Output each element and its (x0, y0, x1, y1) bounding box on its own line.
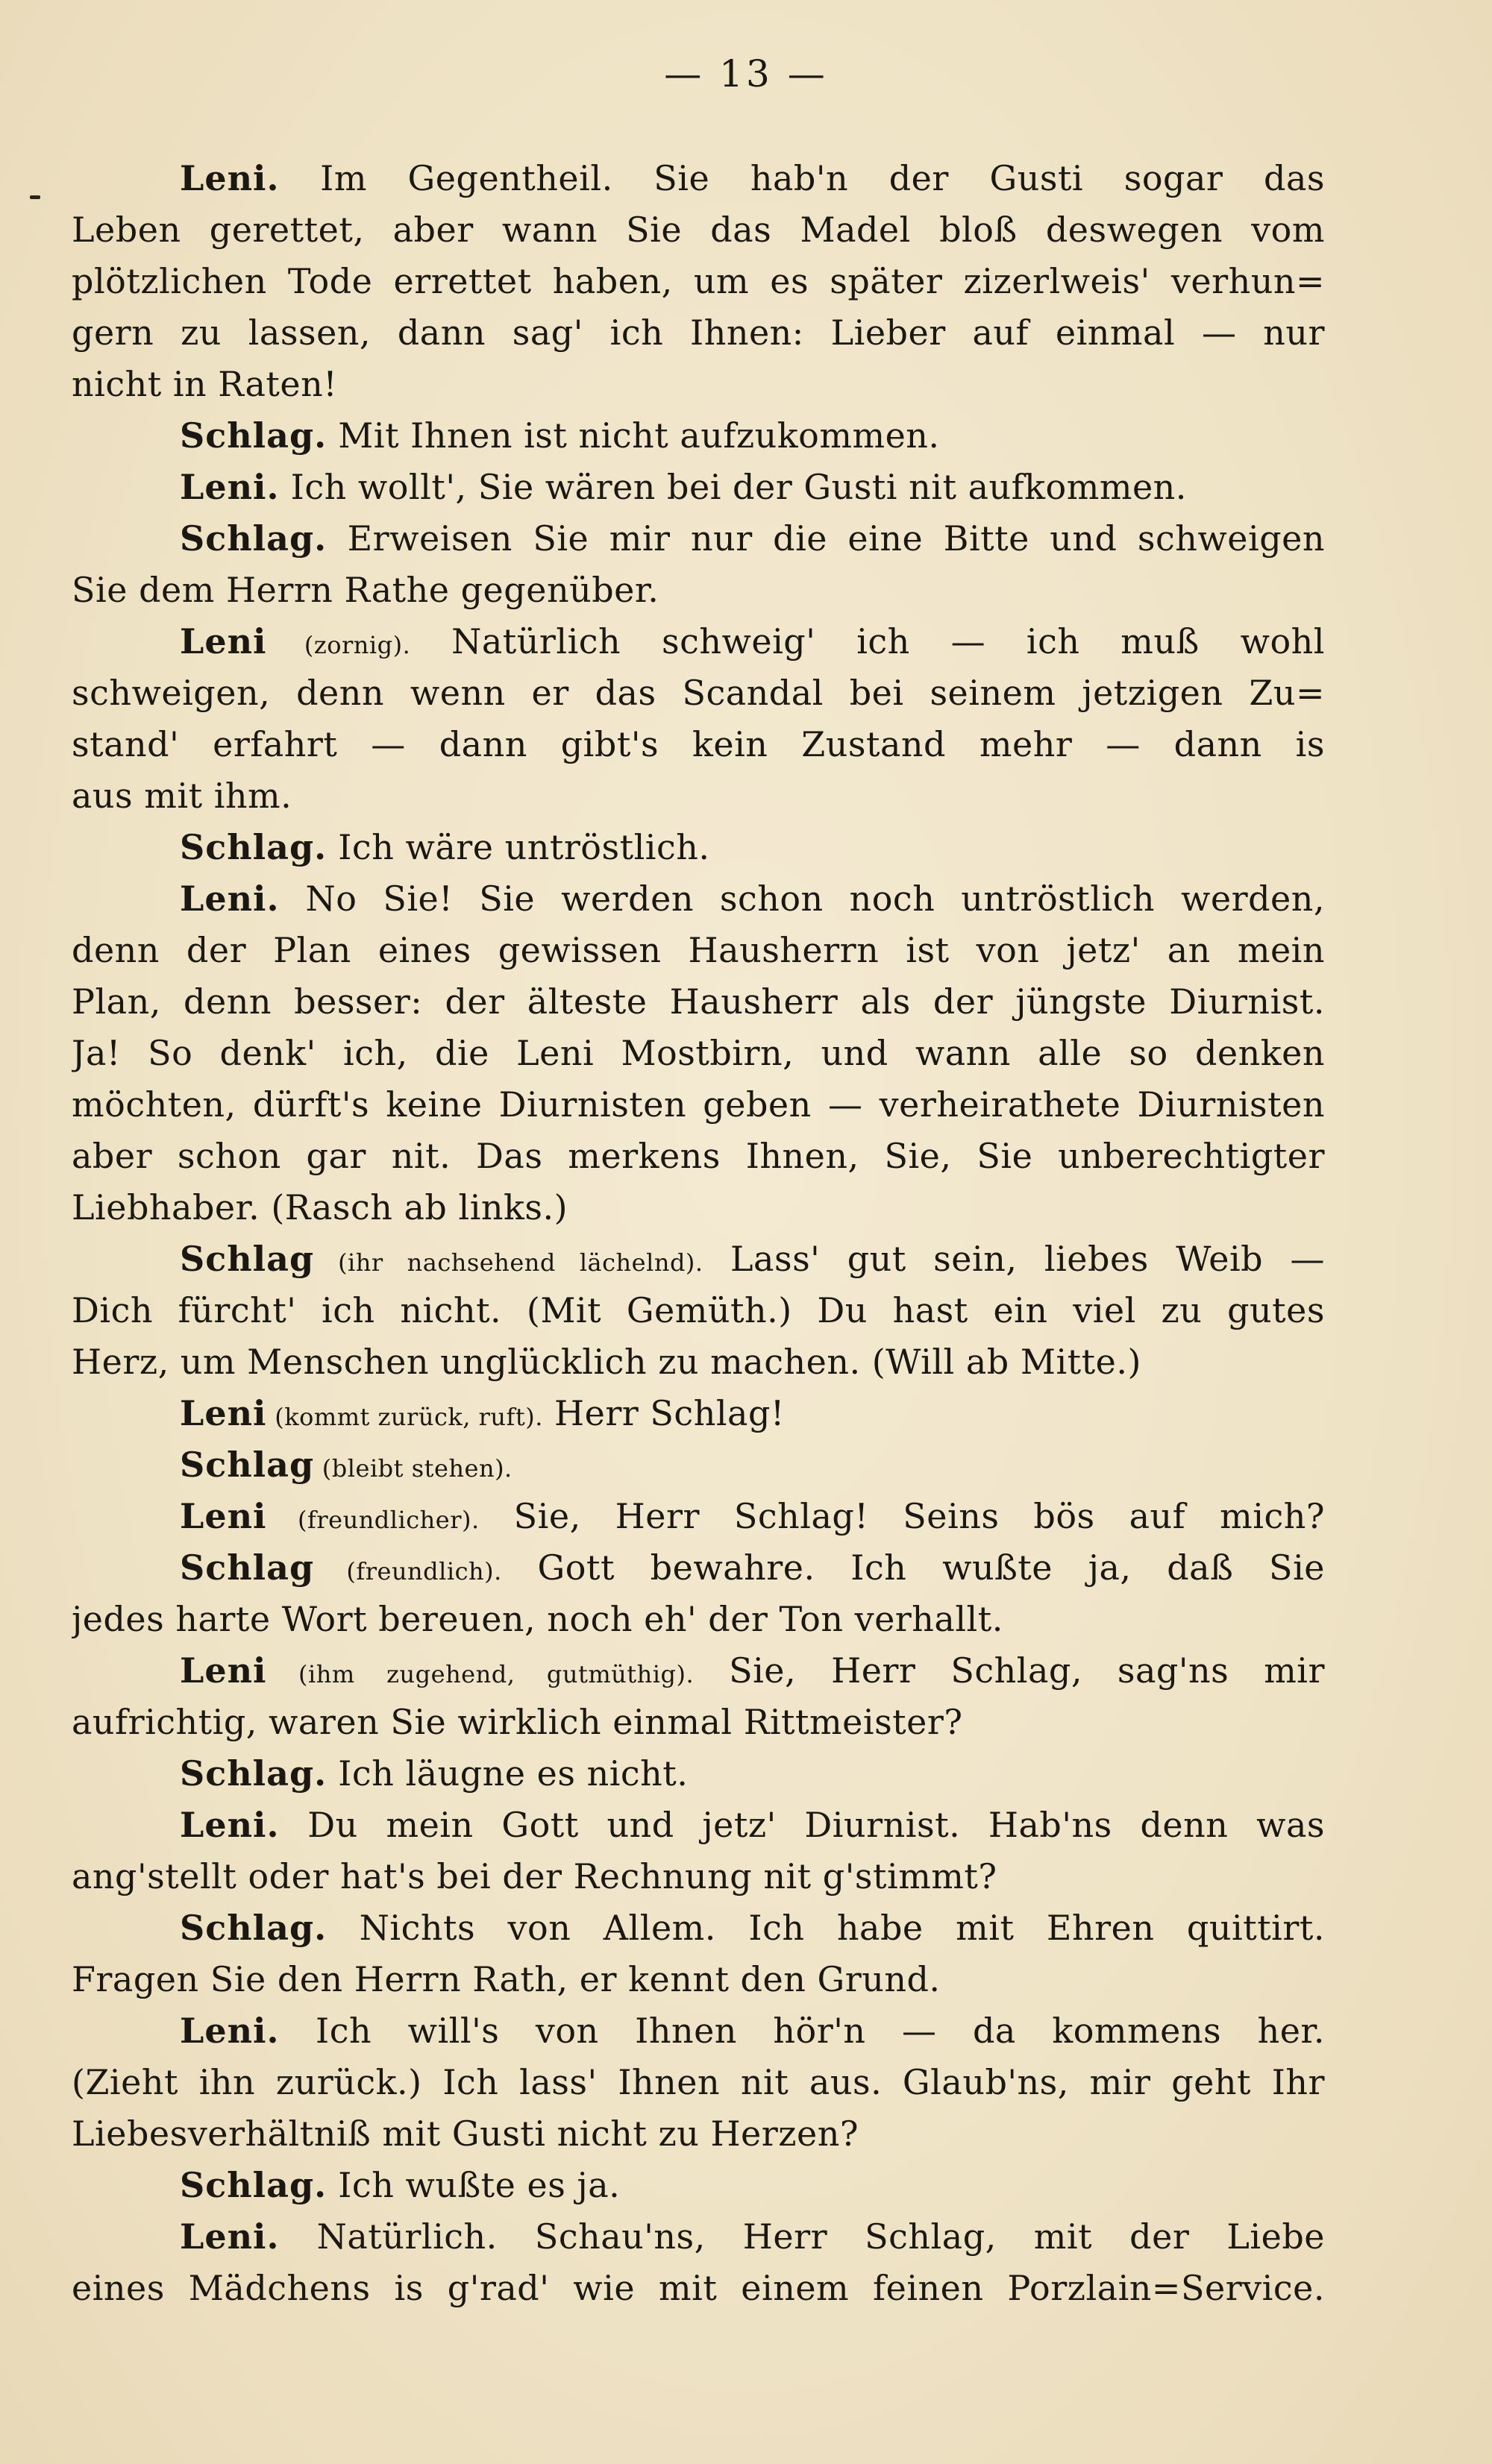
line-text: jedes harte Wort bereuen, noch eh' der Ton verhallt. (72, 1599, 1003, 1639)
text-line (72, 1800, 1325, 1851)
stage-direction: (ihm zugehend, gutmüthig). (266, 1660, 695, 1688)
text-line (72, 1748, 1325, 1800)
line-text: aufrichtig, waren Sie wirklich einmal Rittmeister? (72, 1702, 963, 1742)
text-line (72, 1697, 1325, 1748)
speaker-name: Leni (180, 621, 267, 661)
line-text: Dich fürcht' ich nicht. (Mit Gemüth.) Du hast ein viel zu gutes (72, 1290, 1325, 1330)
line-text: Ich will's von Ihnen hör'n — da kommens her. (279, 2011, 1325, 2051)
line-text: Gott bewahre. Ich wußte ja, daß Sie (501, 1547, 1325, 1588)
text-line (72, 153, 1325, 204)
line-text: Ich wäre untröstlich. (327, 827, 710, 867)
speaker-name: Leni. (180, 2011, 280, 2051)
line-text: Ja! So denk' ich, die Leni Mostbirn, und wann alle so denken (72, 1033, 1325, 1073)
stage-direction: (freundlich). (314, 1557, 502, 1585)
text-line (72, 565, 1325, 616)
text-line (72, 1131, 1325, 1182)
text-line (72, 1851, 1325, 1902)
text-line (72, 719, 1325, 770)
stage-direction: (bleibt stehen). (314, 1454, 513, 1483)
stage-direction: (ihr nachsehend lächelnd). (314, 1248, 703, 1277)
text-line (72, 873, 1325, 925)
line-text: möchten, dürft's keine Diurnisten geben — verheirathete Diurnisten (72, 1084, 1325, 1125)
text-line (72, 1285, 1325, 1336)
stage-direction: (freundlicher). (266, 1506, 480, 1534)
text-line (72, 2108, 1325, 2160)
speaker-name: Leni. (180, 158, 280, 198)
line-text: Ich wollt', Sie wären bei der Gusti nit aufkommen. (279, 467, 1187, 507)
line-text: denn der Plan eines gewissen Hausherrn ist von jetz' an mein (72, 930, 1325, 970)
line-text: Herz, um Menschen unglücklich zu machen. (Will ab Mitte.) (72, 1342, 1141, 1382)
line-text: aus mit ihm. (72, 776, 292, 816)
speaker-name: Leni. (180, 2216, 280, 2257)
text-line (72, 2005, 1325, 2057)
speaker-name: Schlag. (180, 1908, 327, 1948)
line-text: Natürlich. Schau'ns, Herr Schlag, mit der Liebe (279, 2216, 1325, 2257)
speaker-name: Leni. (180, 467, 280, 507)
text-line (72, 616, 1325, 667)
page-number: — 13 — (664, 52, 828, 95)
text-line (72, 1233, 1325, 1285)
line-text: Erweisen Sie mir nur die eine Bitte und schweigen (327, 518, 1325, 559)
text-line (72, 925, 1325, 976)
line-text: Sie, Herr Schlag! Seins bös auf mich? (479, 1496, 1325, 1536)
line-text: (Zieht ihn zurück.) Ich lass' Ihnen nit aus. Glaub'ns, mir geht Ihr (72, 2062, 1325, 2102)
text-line (72, 1645, 1325, 1697)
text-line (72, 1388, 1325, 1439)
speaker-name: Schlag (180, 1239, 315, 1279)
text-line (72, 667, 1325, 719)
line-text: Sie dem Herrn Rathe gegenüber. (72, 570, 659, 610)
line-text: Ich läugne es nicht. (327, 1753, 689, 1794)
line-text: Nichts von Allem. Ich habe mit Ehren quittirt. (327, 1908, 1325, 1948)
margin-mark (30, 195, 40, 199)
speaker-name: Schlag (180, 1445, 315, 1485)
line-text: stand' erfahrt — dann gibt's kein Zustand mehr — dann is (72, 724, 1325, 764)
text-line (72, 976, 1325, 1028)
text-line (72, 359, 1325, 410)
text-line (72, 2211, 1325, 2263)
line-text: Plan, denn besser: der älteste Hausherr als der jüngste Diurnist. (72, 981, 1325, 1022)
speaker-name: Leni (180, 1393, 267, 1433)
line-text: nicht in Raten! (72, 364, 338, 404)
stage-direction: (kommt zurück, ruft). (266, 1403, 543, 1431)
line-text: Mit Ihnen ist nicht aufzukommen. (327, 415, 940, 456)
text-line (72, 2057, 1325, 2108)
text-line (72, 1902, 1325, 1954)
text-line (72, 1594, 1325, 1645)
text-line (72, 410, 1325, 462)
speaker-name: Leni. (180, 1805, 280, 1845)
text-line (72, 1079, 1325, 1131)
speaker-name: Leni (180, 1496, 267, 1536)
line-text: Fragen Sie den Herrn Rath, er kennt den Grund. (72, 1959, 941, 1999)
speaker-name: Schlag. (180, 1753, 327, 1794)
speaker-name: Schlag. (180, 518, 327, 559)
line-text: Natürlich schweig' ich — ich muß wohl (410, 621, 1325, 661)
stage-direction: (zornig). (266, 631, 411, 659)
speaker-name: Schlag. (180, 415, 327, 456)
text-line (72, 256, 1325, 307)
line-text: Leben gerettet, aber wann Sie das Madel bloß deswegen vom (72, 210, 1325, 250)
line-text: Liebhaber. (Rasch ab links.) (72, 1187, 568, 1228)
line-text: schweigen, denn wenn er das Scandal bei seinem jetzigen Zu= (72, 673, 1325, 713)
line-text: Herr Schlag! (542, 1393, 785, 1433)
text-line (72, 1954, 1325, 2005)
text-line (72, 2160, 1325, 2211)
text-line (72, 1491, 1325, 1542)
speaker-name: Leni (180, 1650, 267, 1691)
text-line (72, 462, 1325, 513)
text-line (72, 1336, 1325, 1388)
text-line (72, 822, 1325, 873)
text-line (72, 1542, 1325, 1594)
text-line (72, 1182, 1325, 1233)
line-text: aber schon gar nit. Das merkens Ihnen, Sie, Sie unberechtigter (72, 1136, 1325, 1176)
line-text: Du mein Gott und jetz' Diurnist. Hab'ns denn was (279, 1805, 1325, 1845)
speaker-name: Schlag. (180, 2165, 327, 2205)
line-text: Ich wußte es ja. (327, 2165, 621, 2205)
line-text: Liebesverhältniß mit Gusti nicht zu Herzen? (72, 2113, 859, 2154)
speaker-name: Leni. (180, 879, 280, 919)
line-text: Sie, Herr Schlag, sag'ns mir (694, 1650, 1325, 1691)
line-text: gern zu lassen, dann sag' ich Ihnen: Lieber auf einmal — nur (72, 312, 1325, 353)
text-line (72, 1439, 1325, 1491)
line-text: Im Gegentheil. Sie hab'n der Gusti sogar das (279, 158, 1325, 198)
speaker-name: Schlag (180, 1547, 315, 1588)
line-text: ang'stellt oder hat's bei der Rechnung nit g'stimmt? (72, 1856, 997, 1896)
text-line (72, 204, 1325, 256)
text-line (72, 1028, 1325, 1079)
text-line (72, 513, 1325, 565)
play-text (72, 153, 1325, 2314)
line-text: plötzlichen Tode errettet haben, um es später zizerlweis' verhun= (72, 261, 1325, 301)
text-line (72, 307, 1325, 359)
text-line (72, 770, 1325, 822)
text-line (72, 2263, 1325, 2314)
speaker-name: Schlag. (180, 827, 327, 867)
line-text: No Sie! Sie werden schon noch untröstlich werden, (279, 879, 1325, 919)
line-text: Lass' gut sein, liebes Weib — (703, 1239, 1325, 1279)
line-text: eines Mädchens is g'rad' wie mit einem feinen Porzlain=Service. (72, 2268, 1325, 2308)
